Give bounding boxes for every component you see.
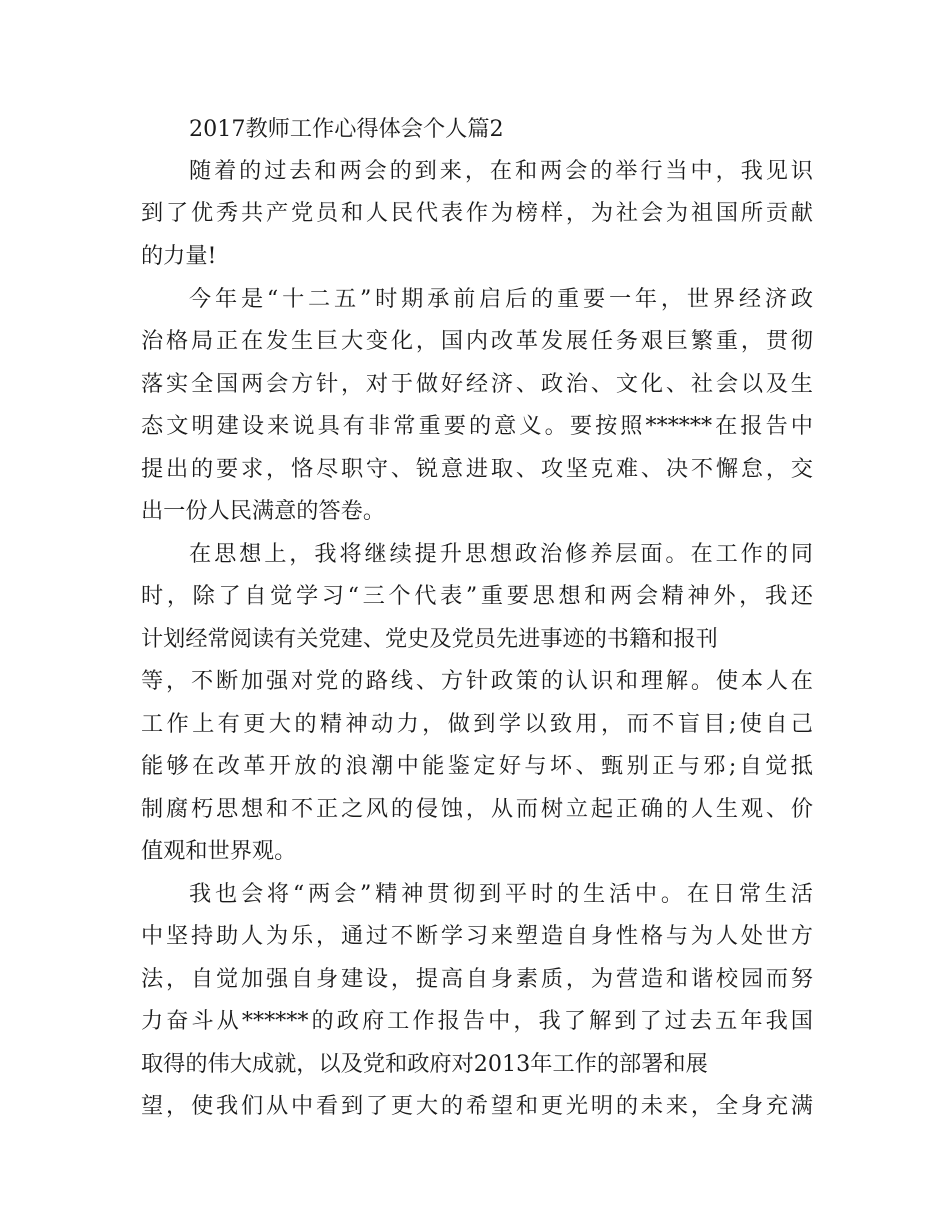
text-line: 在思想上，我将继续提升思想政治修养层面。在工作的同 bbox=[189, 541, 813, 567]
text-line: 到了优秀共产党员和人民代表作为榜样，为社会为祖国所贡献 bbox=[141, 200, 813, 226]
text-line: 力奋斗从******的政府工作报告中，我了解到了过去五年我国 bbox=[141, 1008, 813, 1034]
text-line: 时，除了自觉学习“三个代表”重要思想和两会精神外，我还 bbox=[141, 583, 813, 609]
text-line: 随着的过去和两会的到来，在和两会的举行当中，我见识 bbox=[189, 158, 813, 184]
text-line: 提出的要求，恪尽职守、锐意进取、攻坚克难、决不懈怠，交 bbox=[141, 456, 813, 482]
text-line: 的力量! bbox=[141, 243, 217, 269]
text-line: 值观和世界观。 bbox=[141, 838, 297, 864]
text-line: 我也会将“两会”精神贯彻到平时的生活中。在日常生活 bbox=[189, 881, 813, 907]
text-line: 今年是“十二五”时期承前启后的重要一年，世界经济政 bbox=[189, 286, 813, 312]
text-line: 工作上有更大的精神动力，做到学以致用，而不盲目;使自己 bbox=[141, 711, 813, 737]
text-line: 态文明建设来说具有非常重要的意义。要按照******在报告中 bbox=[141, 413, 813, 439]
document-title: 2017教师工作心得体会个人篇2 bbox=[189, 116, 504, 142]
text-line: 法，自觉加强自身建设，提高自身素质，为营造和谐校园而努 bbox=[141, 966, 813, 992]
text-line: 计划经常阅读有关党建、党史及党员先进事迹的书籍和报刊 bbox=[141, 626, 718, 652]
text-line: 制腐朽思想和不正之风的侵蚀，从而树立起正确的人生观、价 bbox=[141, 796, 813, 822]
text-line: 取得的伟大成就，以及党和政府对2013年工作的部署和展 bbox=[141, 1051, 708, 1077]
text-line: 能够在改革开放的浪潮中能鉴定好与坏、甄别正与邪;自觉抵 bbox=[141, 753, 813, 779]
text-line: 望，使我们从中看到了更大的希望和更光明的未来，全身充满 bbox=[141, 1093, 813, 1119]
text-line: 中坚持助人为乐，通过不断学习来塑造自身性格与为人处世方 bbox=[141, 923, 813, 949]
text-line: 等，不断加强对党的路线、方针政策的认识和理解。使本人在 bbox=[141, 668, 813, 694]
text-line: 治格局正在发生巨大变化，国内改革发展任务艰巨繁重，贯彻 bbox=[141, 328, 813, 354]
text-line: 落实全国两会方针，对于做好经济、政治、文化、社会以及生 bbox=[141, 371, 813, 397]
text-line: 出一份人民满意的答卷。 bbox=[141, 498, 386, 524]
